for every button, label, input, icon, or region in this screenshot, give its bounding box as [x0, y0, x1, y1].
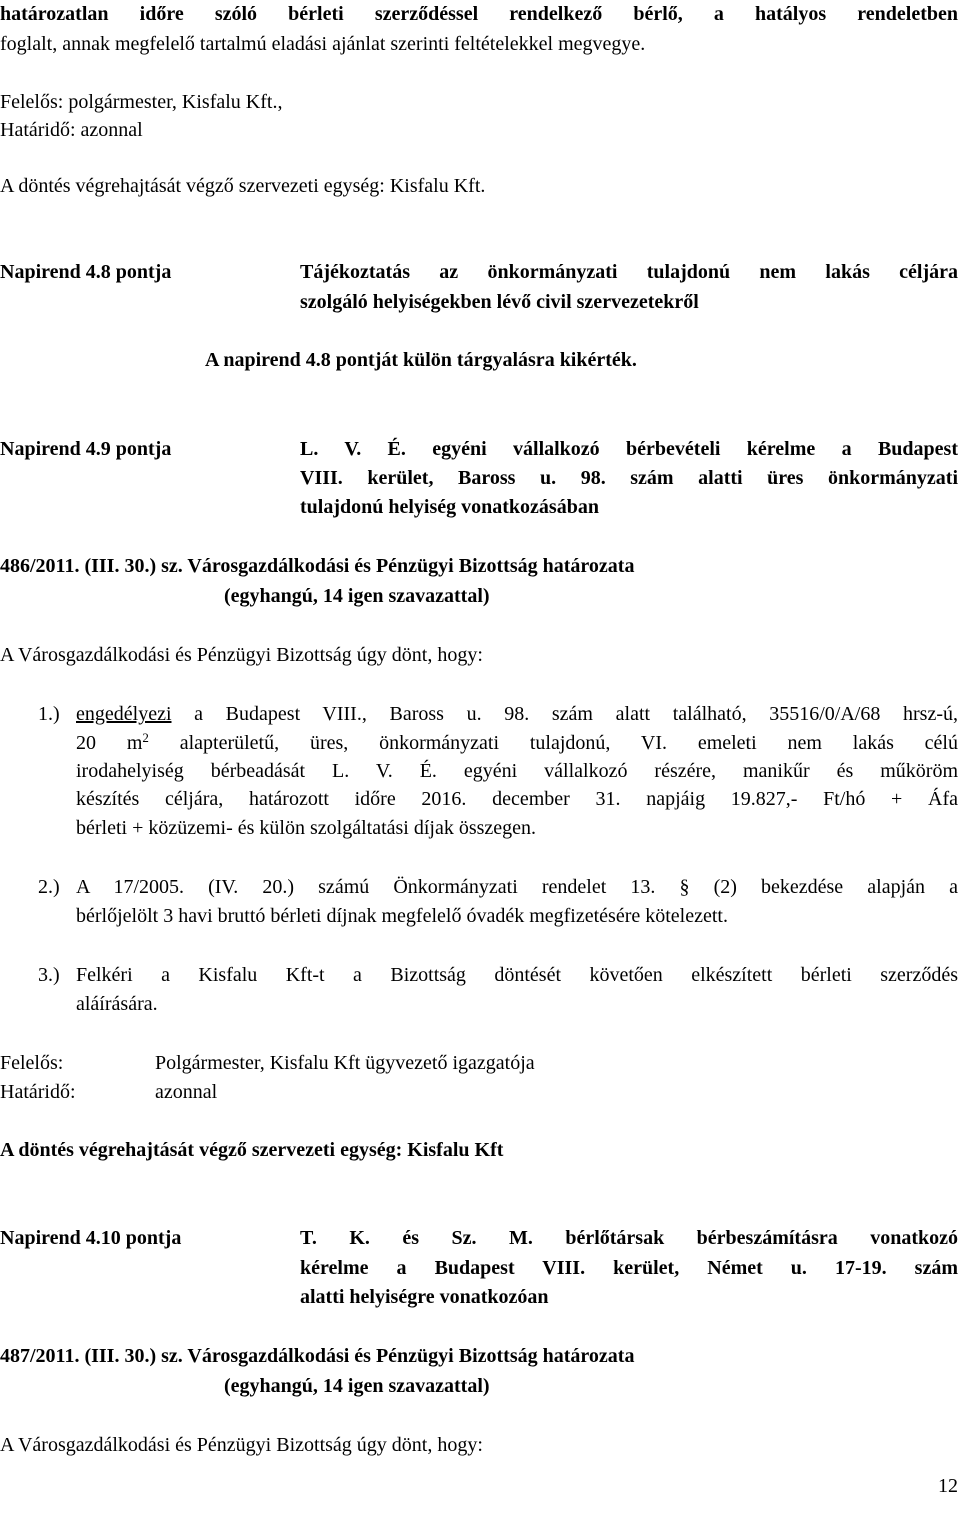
hatarido-value: azonnal — [155, 1081, 218, 1103]
agenda-4-9-title-line-3: tulajdonú helyiség vonatkozásában — [300, 496, 599, 518]
agenda-4-9-title-line-2: VIII. kerület, Baross u. 98. szám alatti üres önkormányzati — [300, 467, 958, 489]
agenda-4-9-title-line-1: L. V. É. egyéni vállalkozó bérbevételi kérelme a Budapest — [300, 438, 958, 460]
point-3-line-1: Felkéri a Kisfalu Kft-t a Bizottság döntését követően elkészített bérleti szerződés — [76, 964, 958, 986]
dontes-4-9: A döntés végrehajtását végző szervezeti egység: Kisfalu Kft — [0, 1139, 504, 1161]
hatarido-label: Határidő: — [0, 1081, 76, 1103]
agenda-4-10-title-line-3: alatti helyiségre vonatkozóan — [300, 1286, 549, 1308]
intro-dontes: A döntés végrehajtását végző szervezeti egység: Kisfalu Kft. — [0, 175, 486, 197]
intro-hatarido: Határidő: azonnal — [0, 119, 143, 141]
agenda-4-8-label: Napirend 4.8 pontja — [0, 261, 172, 283]
resolution-486-vote: (egyhangú, 14 igen szavazattal) — [224, 585, 490, 607]
agenda-4-10-title-line-2: kérelme a Budapest VIII. kerület, Német u. 17-19. szám — [300, 1257, 958, 1279]
point-1-line-2: 20 $m^2$ alapterületű, üres, önkormányzati tulajdonú, VI. emeleti nem lakás célú — [76, 730, 958, 754]
point-2-number: 2.) — [38, 876, 60, 898]
resolution-487-vote: (egyhangú, 14 igen szavazattal) — [224, 1375, 490, 1397]
agenda-4-8-title-line-2: szolgáló helyiségekben lévő civil szervezetekről — [300, 291, 699, 313]
point-2-line-1: A 17/2005. (IV. 20.) számú Önkormányzati rendelet 13. § (2) bekezdése alapján a — [76, 876, 958, 898]
point-3-number: 3.) — [38, 964, 60, 986]
point-1-line-4: készítés céljára, határozott időre 2016. december 31. napjáig 19.827,- Ft/hó + Áfa — [76, 788, 958, 810]
resolution-487-title: 487/2011. (III. 30.) sz. Városgazdálkodási és Pénzügyi Bizottság határozata — [0, 1345, 635, 1367]
felelos-label: Felelős: — [0, 1052, 64, 1074]
point-1-number: 1.) — [38, 703, 60, 725]
resolution-486-decides: A Városgazdálkodási és Pénzügyi Bizottság úgy dönt, hogy: — [0, 644, 483, 666]
point-3-line-2: aláírására. — [76, 993, 158, 1015]
point-1-verb: engedélyezi — [76, 703, 172, 725]
agenda-4-9-label: Napirend 4.9 pontja — [0, 438, 172, 460]
point-1-line-5: bérleti + közüzemi- és külön szolgáltatási díjak összegen. — [76, 817, 537, 839]
resolution-486-title: 486/2011. (III. 30.) sz. Városgazdálkodási és Pénzügyi Bizottság határozata — [0, 555, 635, 577]
felelos-value: Polgármester, Kisfalu Kft ügyvezető igazgatója — [155, 1052, 535, 1074]
intro-felelos: Felelős: polgármester, Kisfalu Kft., — [0, 91, 283, 113]
agenda-4-8-note: A napirend 4.8 pontját külön tárgyalásra kikérték. — [205, 349, 637, 371]
agenda-4-10-label: Napirend 4.10 pontja — [0, 1227, 182, 1249]
point-2-line-2: bérlőjelölt 3 havi bruttó bérleti díjnak megfelelő óvadék megfizetésére kötelezett. — [76, 905, 728, 927]
intro-line-1: határozatlan időre szóló bérleti szerződéssel rendelkező bérlő, a hatályos rendeletben — [0, 3, 958, 25]
resolution-487-decides: A Városgazdálkodási és Pénzügyi Bizottság úgy dönt, hogy: — [0, 1434, 483, 1456]
point-1-line-1: engedélyezi a Budapest VIII., Baross u. 98. szám alatt található, 35516/0/A/68 hrsz-ú, — [76, 703, 958, 725]
agenda-4-10-title-line-1: T. K. és Sz. M. bérlőtársak bérbeszámításra vonatkozó — [300, 1227, 958, 1249]
intro-line-2: foglalt, annak megfelelő tartalmú eladási ajánlat szerinti feltételekkel megvegye. — [0, 33, 646, 55]
agenda-4-8-title-line-1: Tájékoztatás az önkormányzati tulajdonú nem lakás céljára — [300, 261, 958, 283]
page-number: 12 — [938, 1475, 958, 1497]
point-1-line-3: irodahelyiség bérbeadását L. V. É. egyéni vállalkozó részére, manikűr és műköröm — [76, 760, 958, 782]
